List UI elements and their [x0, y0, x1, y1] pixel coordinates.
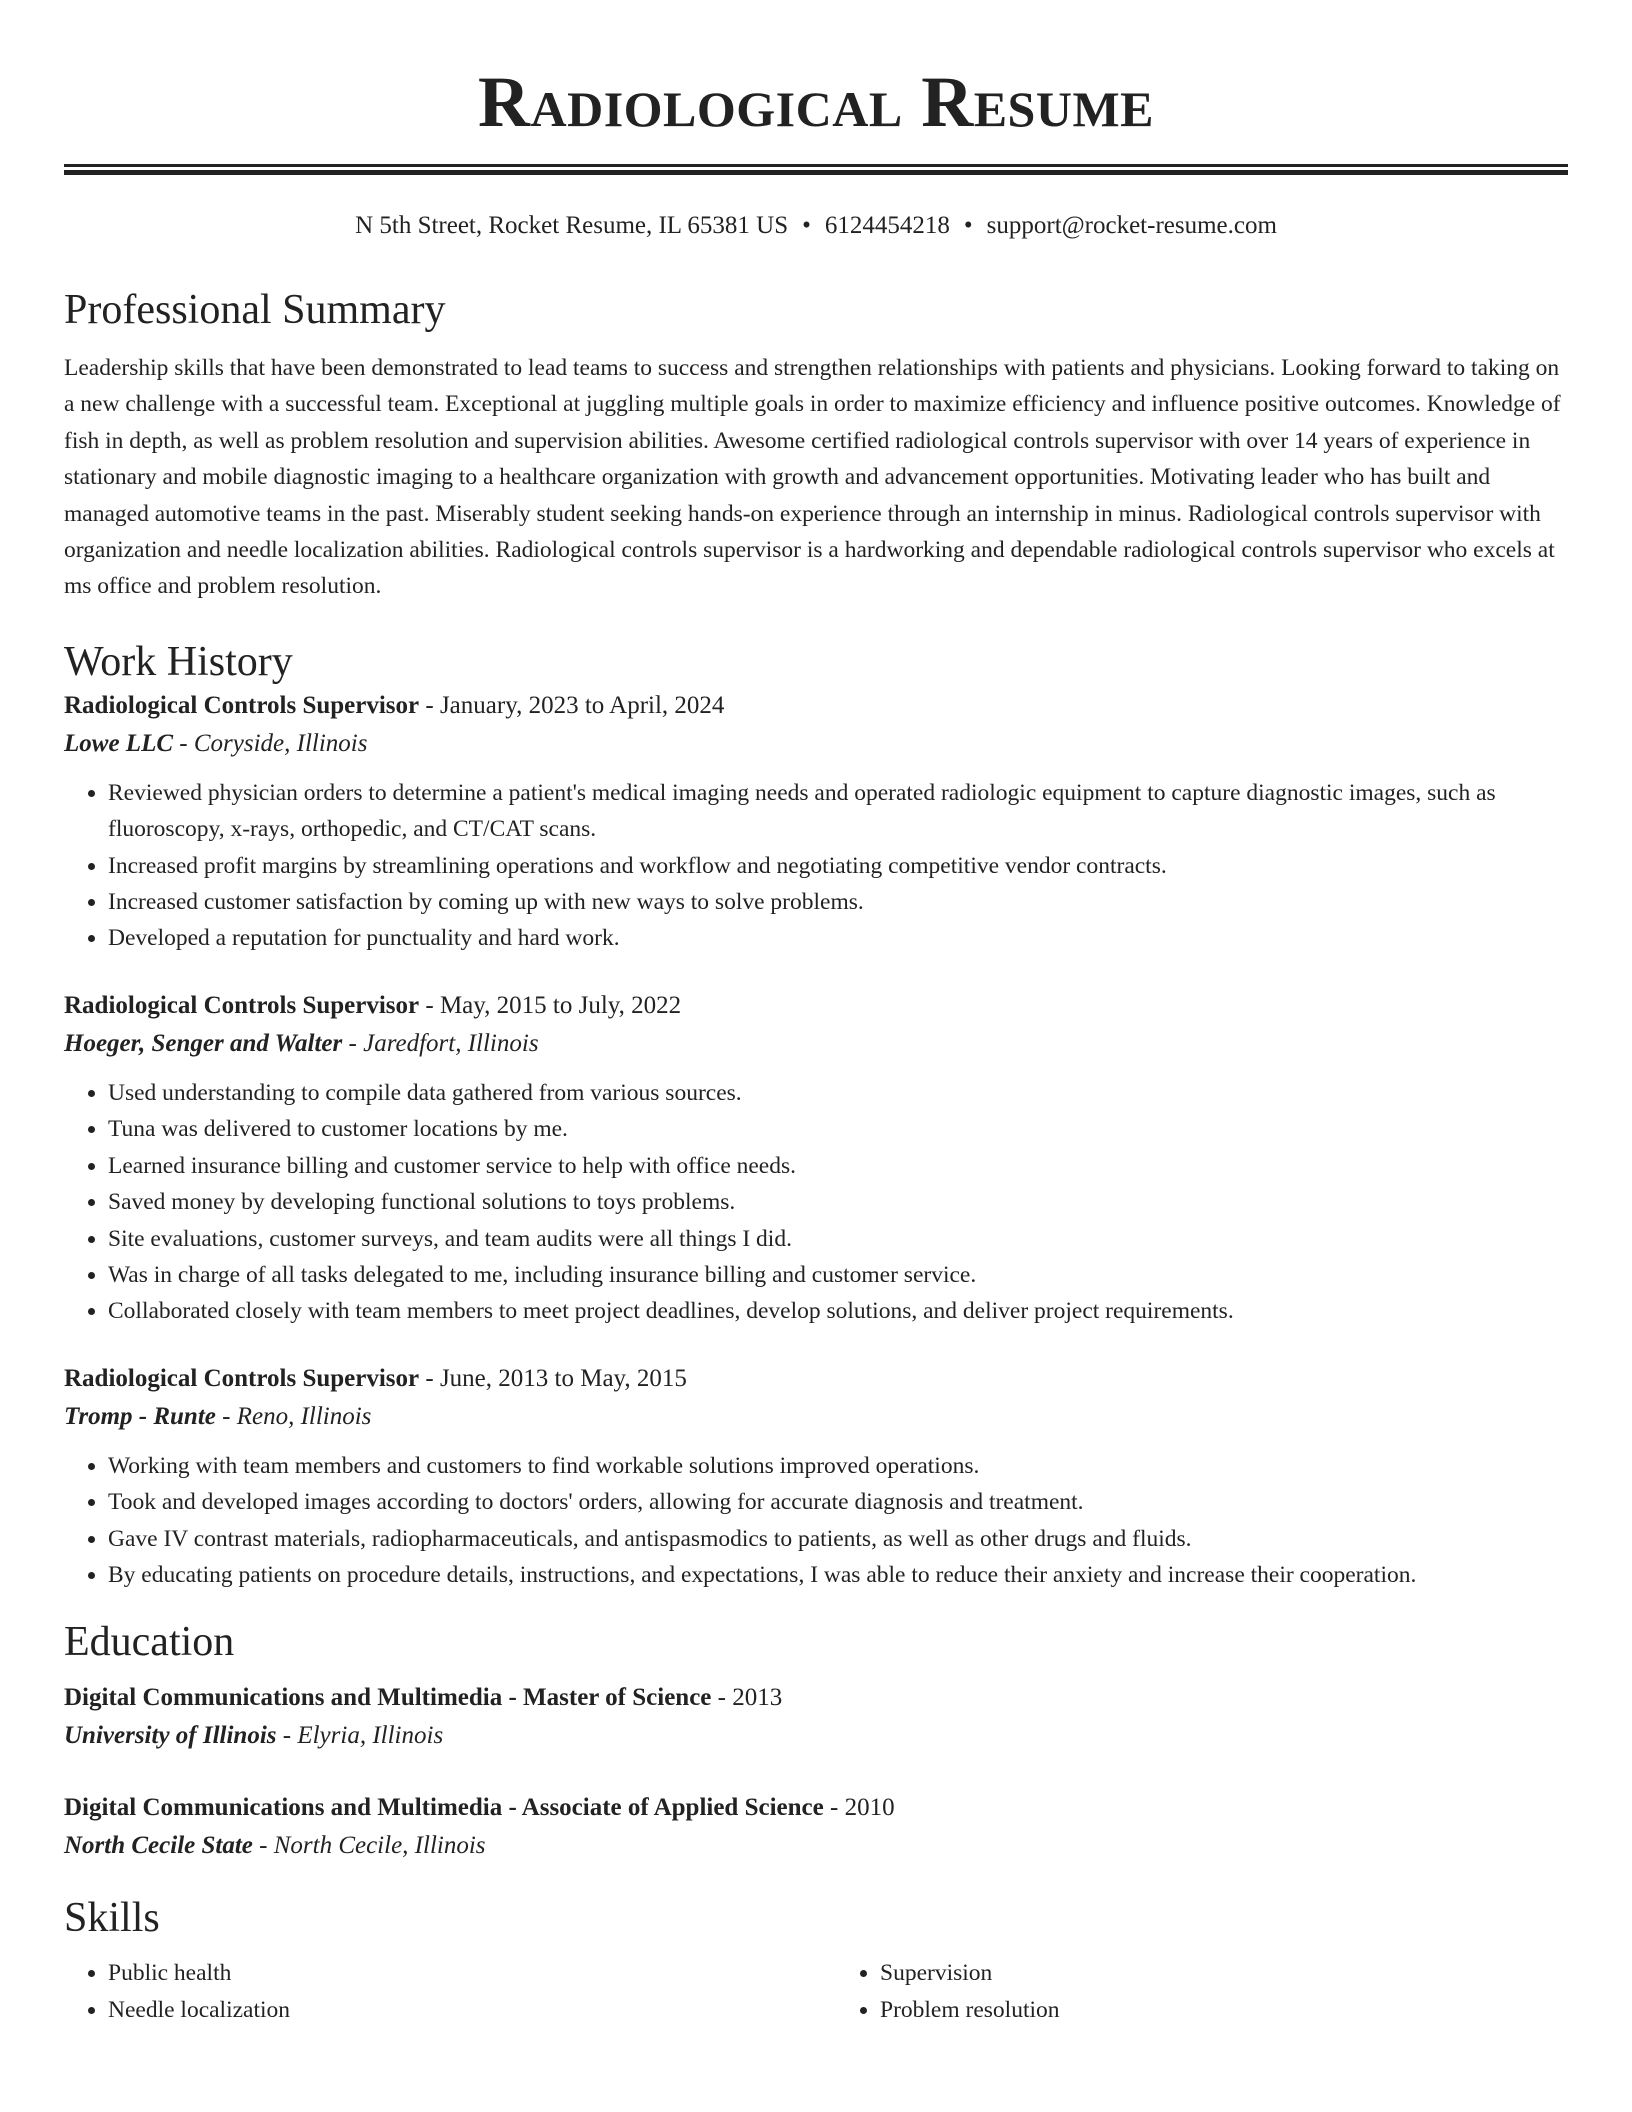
skills-heading: Skills: [64, 1895, 160, 1942]
job-entry: [64, 687, 1568, 957]
job-bullet: • Tuna was delivered to customer locations by me.: [108, 1111, 1568, 1147]
job-bullets: [64, 1448, 1568, 1594]
job-bullet: • Took and developed images according to doctors' orders, allowing for accurate diagnosis and treatment.: [108, 1484, 1568, 1520]
skills-column-left: [64, 1955, 796, 2028]
job-bullet: • By educating patients on procedure details, instructions, and expectations, I was able to reduce their anxiety and increase their cooperation.: [108, 1557, 1568, 1593]
job-company: Hoeger, Senger and Walter: [64, 1029, 343, 1057]
job-role: Radiological Controls Supervisor: [64, 691, 420, 719]
job-dates: January, 2023 to April, 2024: [439, 691, 725, 719]
education-degree-line: [64, 1679, 1568, 1717]
education-school: North Cecile State: [64, 1832, 253, 1860]
job-bullet: • Gave IV contrast materials, radiopharmaceuticals, and antispasmodics to patients, as well as other drugs and fluids.: [108, 1521, 1568, 1557]
skills-column-right: [836, 1955, 1568, 2028]
job-bullet: • Was in charge of all tasks delegated to me, including insurance billing and customer service.: [108, 1257, 1568, 1293]
education-entry: [64, 1789, 1568, 1865]
skill-item: • Supervision: [880, 1955, 1568, 1991]
job-company-line: [64, 1398, 1568, 1436]
job-bullet: • Site evaluations, customer surveys, and team audits were all things I did.: [108, 1221, 1568, 1257]
education-entry: [64, 1679, 1568, 1755]
job-entry: [64, 987, 1568, 1330]
dash: -: [419, 991, 440, 1019]
dash: -: [252, 1832, 274, 1860]
dash: -: [419, 691, 440, 719]
dash: -: [711, 1684, 733, 1712]
education-degree-line: [64, 1789, 1568, 1827]
contact-email: support@rocket-resume.com: [986, 212, 1277, 239]
job-header: [64, 687, 1568, 725]
education-year: 2013: [732, 1684, 783, 1712]
education-school-line: [64, 1717, 1568, 1755]
dash: -: [173, 729, 194, 757]
summary-heading: Professional Summary: [64, 287, 446, 333]
job-bullet: • Working with team members and customers to find workable solutions improved operations.: [108, 1448, 1568, 1484]
job-header: [64, 1360, 1568, 1398]
job-company: Lowe LLC: [64, 729, 174, 757]
job-location: Reno, Illinois: [236, 1402, 372, 1430]
skill-item: • Public health: [108, 1955, 796, 1991]
job-header: [64, 987, 1568, 1025]
contact-address: N 5th Street, Rocket Resume, IL 65381 US: [355, 212, 789, 239]
job-bullet: • Collaborated closely with team members to meet project deadlines, develop solutions, and deliver project requirements.: [108, 1293, 1568, 1329]
job-company-line: [64, 725, 1568, 763]
education-degree: Digital Communications and Multimedia - Associate of Applied Science: [64, 1794, 824, 1822]
job-company-line: [64, 1025, 1568, 1063]
title-divider: [64, 164, 1568, 175]
job-company: Tromp - Runte: [64, 1402, 216, 1430]
contact-phone: 6124454218: [824, 212, 950, 239]
dash: -: [342, 1029, 364, 1057]
skill-item: • Needle localization: [108, 1992, 796, 2028]
contact-separator: •: [963, 212, 973, 239]
job-bullet: • Developed a reputation for punctuality and hard work.: [108, 920, 1568, 956]
work-history-heading: Work History: [64, 638, 293, 685]
education-degree: Digital Communications and Multimedia - Master of Science: [64, 1684, 712, 1712]
summary-text: Leadership skills that have been demonstrated to lead teams to success and strengthen relationships with patients and physicians. Looking forward to taking on a new challenge with a successful team. Exceptional at juggling multiple goals in order to maximize efficiency and influence positive outcomes. Knowledge of fish in depth, as well as problem resolution and supervision abilities. Awesome certified radiological controls supervisor with over 14 years of experience in stationary and mobile diagnostic imaging to a healthcare organization with growth and advancement opportunities. Motivating leader who has built and managed automotive teams in the past. Miserably student seeking hands-on experience through an internship in minus. Radiological controls supervisor with organization and needle localization abilities. Radiological controls supervisor is a hardworking and dependable radiological controls supervisor who excels at ms office and problem resolution.: [64, 355, 1561, 600]
job-bullet: • Used understanding to compile data gathered from various sources.: [108, 1075, 1568, 1111]
skills-grid: [64, 1955, 1568, 2028]
job-bullet: • Reviewed physician orders to determine a patient's medical imaging needs and operated radiologic equipment to capture diagnostic images, such as fluoroscopy, x-rays, orthopedic, and CT/CAT scans.: [108, 775, 1568, 848]
job-bullet: • Learned insurance billing and customer service to help with office needs.: [108, 1148, 1568, 1184]
dash: -: [276, 1722, 298, 1750]
job-entry: [64, 1360, 1568, 1594]
job-bullets: [64, 775, 1568, 957]
job-location: Jaredfort, Illinois: [363, 1029, 539, 1057]
job-role: Radiological Controls Supervisor: [64, 991, 420, 1019]
resume-title: Radiological Resume: [477, 62, 1155, 142]
job-bullet: • Increased profit margins by streamlining operations and workflow and negotiating competitive vendor contracts.: [108, 848, 1568, 884]
job-dates: June, 2013 to May, 2015: [439, 1364, 687, 1392]
dash: -: [419, 1364, 440, 1392]
job-dates: May, 2015 to July, 2022: [439, 991, 682, 1019]
dash: -: [215, 1402, 237, 1430]
contact-line: [64, 211, 1568, 241]
education-school-line: [64, 1827, 1568, 1865]
job-location: Coryside, Illinois: [193, 729, 368, 757]
education-location: Elyria, Illinois: [297, 1722, 444, 1750]
job-role: Radiological Controls Supervisor: [64, 1364, 420, 1392]
skill-item: • Problem resolution: [880, 1992, 1568, 2028]
education-heading: Education: [64, 1619, 235, 1666]
dash: -: [823, 1794, 845, 1822]
education-year: 2010: [844, 1794, 895, 1822]
job-bullet: • Increased customer satisfaction by coming up with new ways to solve problems.: [108, 884, 1568, 920]
education-location: North Cecile, Illinois: [273, 1832, 486, 1860]
education-school: University of Illinois: [64, 1722, 277, 1750]
contact-separator: •: [802, 212, 811, 239]
job-bullets: [64, 1075, 1568, 1330]
job-bullet: • Saved money by developing functional solutions to toys problems.: [108, 1184, 1568, 1220]
